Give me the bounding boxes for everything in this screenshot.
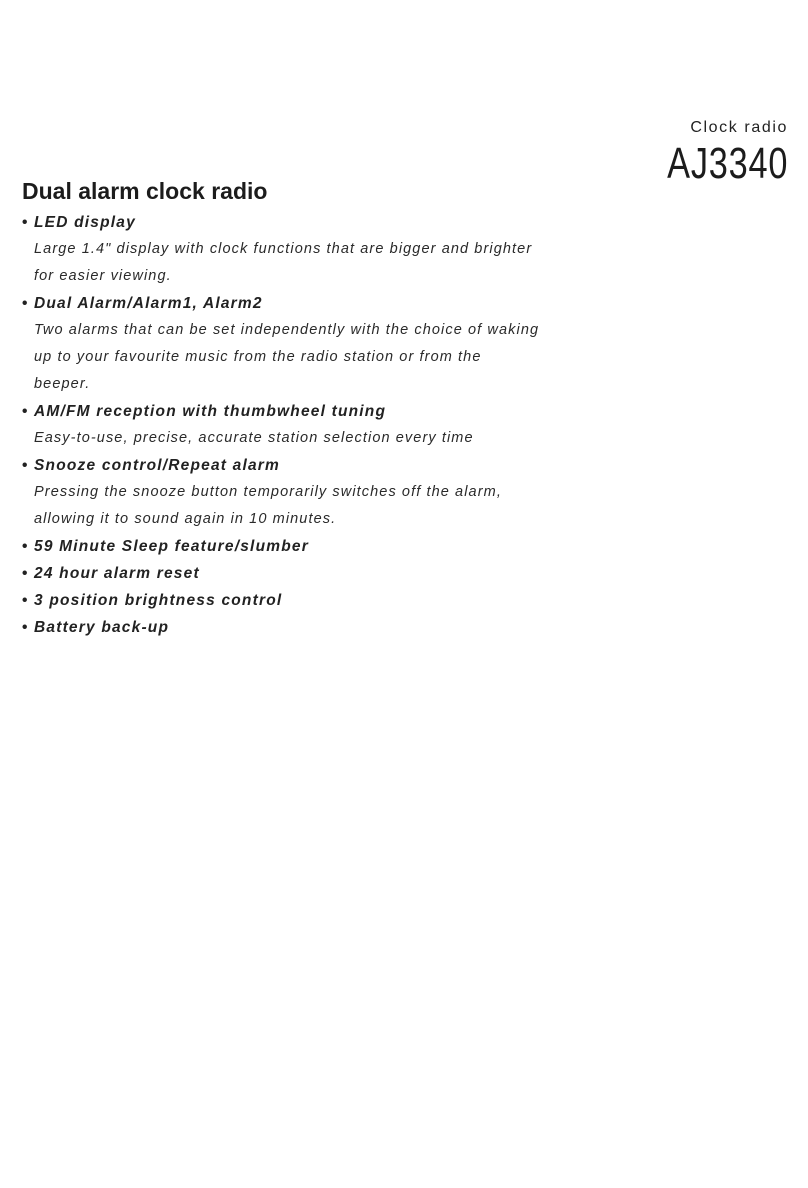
bullet-icon: • bbox=[22, 538, 29, 555]
feature-heading: Battery back-up bbox=[34, 619, 170, 636]
description-line: for easier viewing. bbox=[34, 268, 172, 284]
feature-description bbox=[22, 479, 522, 533]
feature-item bbox=[22, 533, 522, 560]
bullet-icon: • bbox=[22, 403, 29, 420]
description-line: Large 1.4" display with clock functions that are bigger and brighter bbox=[34, 241, 533, 257]
bullet-icon: • bbox=[22, 565, 29, 582]
feature-description bbox=[22, 317, 540, 398]
feature-item bbox=[22, 560, 522, 587]
product-category: Clock radio bbox=[690, 119, 788, 136]
description-line: Pressing the snooze button temporarily switches off the alarm, bbox=[34, 484, 502, 500]
model-number: AJ3340 bbox=[666, 139, 788, 188]
feature-heading: Snooze control/Repeat alarm bbox=[34, 457, 281, 474]
feature-heading: 3 position brightness control bbox=[34, 592, 283, 609]
feature-heading: 24 hour alarm reset bbox=[34, 565, 200, 582]
feature-item bbox=[22, 290, 540, 398]
description-line: Two alarms that can be set independently with the choice of waking bbox=[34, 322, 540, 338]
feature-description bbox=[22, 236, 533, 290]
feature-item bbox=[22, 209, 533, 290]
description-line: Easy-to-use, precise, accurate station selection every time bbox=[34, 430, 474, 446]
feature-heading: LED display bbox=[34, 214, 136, 231]
feature-item bbox=[22, 452, 522, 533]
bullet-icon: • bbox=[22, 457, 29, 474]
feature-heading: 59 Minute Sleep feature/slumber bbox=[34, 538, 309, 555]
feature-description bbox=[22, 425, 522, 452]
feature-list bbox=[22, 209, 540, 641]
bullet-icon: • bbox=[22, 295, 29, 312]
feature-item bbox=[22, 614, 522, 641]
bullet-icon: • bbox=[22, 592, 29, 609]
bullet-icon: • bbox=[22, 214, 29, 231]
feature-item bbox=[22, 587, 522, 614]
page-title: Dual alarm clock radio bbox=[22, 178, 268, 204]
feature-heading: Dual Alarm/Alarm1, Alarm2 bbox=[34, 295, 263, 312]
description-line: beeper. bbox=[34, 376, 91, 392]
bullet-icon: • bbox=[22, 619, 29, 636]
description-line: up to your favourite music from the radio station or from the bbox=[34, 349, 482, 365]
feature-item bbox=[22, 398, 522, 452]
feature-heading: AM/FM reception with thumbwheel tuning bbox=[34, 403, 387, 420]
description-line: allowing it to sound again in 10 minutes. bbox=[34, 511, 337, 527]
